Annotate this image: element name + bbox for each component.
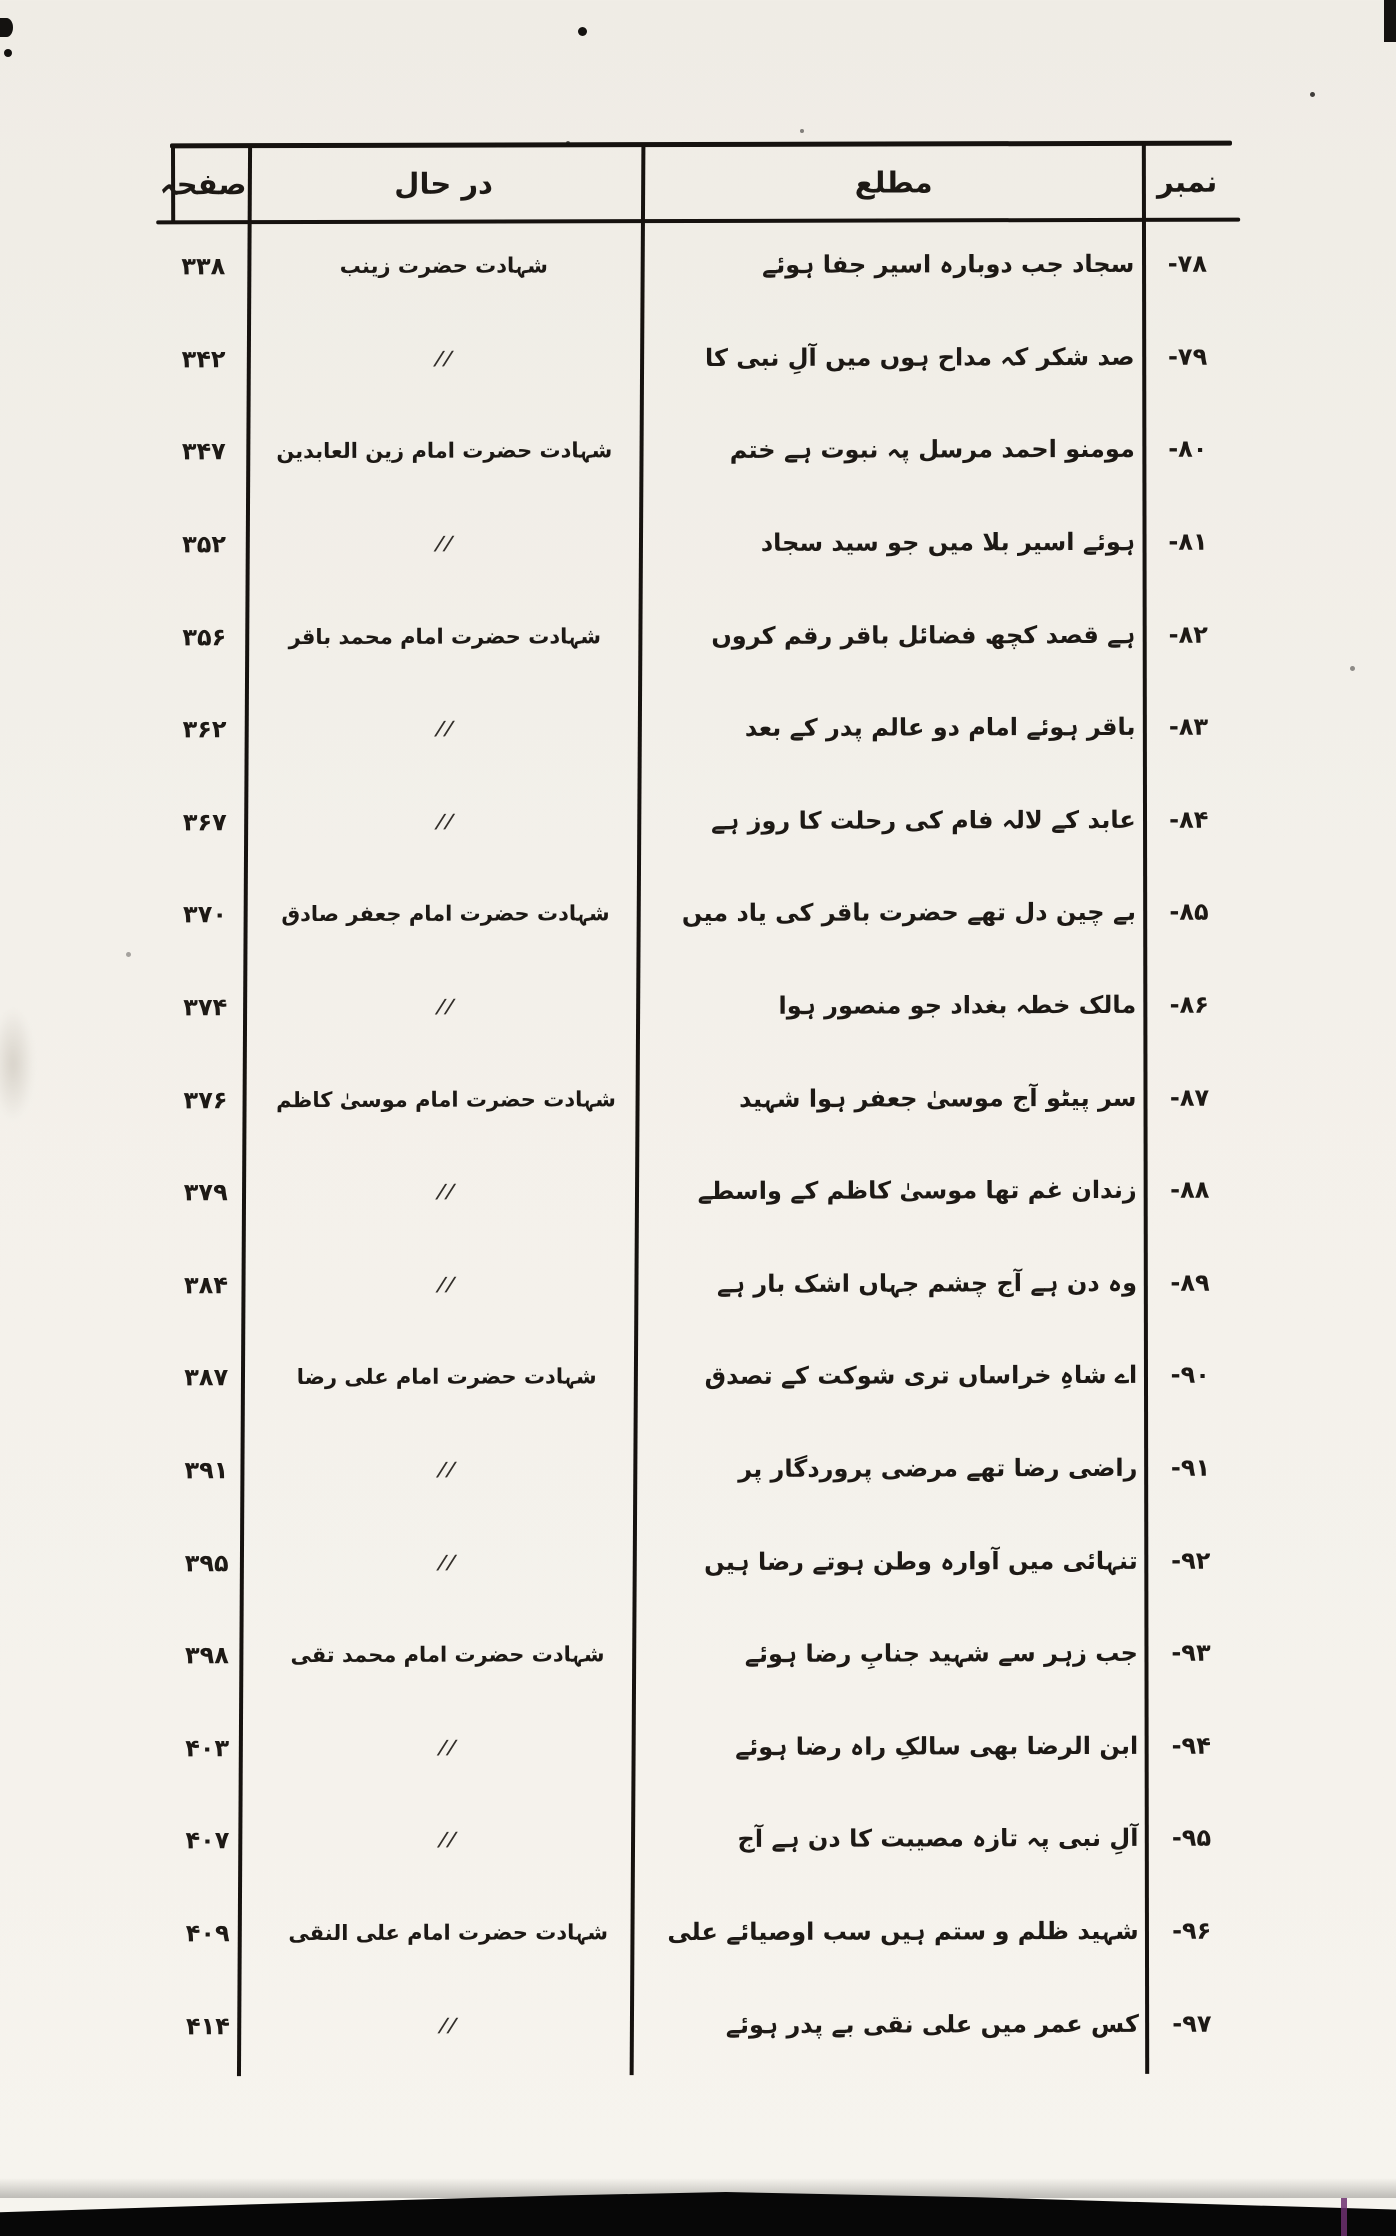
row-page [165,591,243,684]
row-matla-text: سجاد جب دوبارہ اسیر جفا ہوئے [762,250,1135,280]
row-number-text: ۹۳- [1171,1638,1211,1667]
row-ditto-mark [245,1423,648,1517]
row-darhal [242,219,645,313]
row-page-text: ۳۷۰ [183,900,228,929]
row-number [1147,1884,1237,1977]
scan-purple-streak [1341,2198,1347,2236]
row-matla [648,1236,1145,1330]
row-number-text: ۷۸- [1167,249,1207,279]
row-ditto-mark [245,1238,648,1332]
row-ditto-mark [245,1145,648,1239]
row-number-text: ۸۴- [1169,805,1209,834]
row-number-text: ۸۵- [1169,898,1209,927]
row-page-text: ۴۰۹ [185,1919,230,1948]
row-page-text: ۳۵۶ [182,622,227,652]
row-ditto-mark [246,1793,649,1887]
row-matla-text: صد شکر کہ مداح ہوں میں آلِ نبی کا [704,342,1135,372]
scan-speck [126,952,131,957]
row-darhal-text: شہادت حضرت امام علی رضا [296,1364,597,1390]
row-number-text: ۸۳- [1168,712,1209,742]
scan-speck [566,141,570,145]
row-darhal-text: شہادت حضرت امام محمد تقی [290,1642,605,1668]
row-page [167,1424,245,1517]
row-ditto-mark-text: // [435,1829,461,1852]
row-number [1145,1421,1235,1514]
row-page-text: ۳۹۱ [184,1456,229,1485]
row-page-text: ۳۶۲ [182,715,227,744]
row-darhal [246,1608,649,1702]
row-darhal-text: شہادت حضرت امام علی النقی [288,1920,609,1946]
row-ditto-mark-text: // [432,532,458,555]
row-number [1145,1144,1235,1237]
row-page-text: ۳۶۷ [182,808,227,837]
row-matla-text: تنہائی میں آوارہ وطن ہوتے رضا ہیں [704,1546,1138,1576]
row-matla [650,1977,1147,2071]
row-matla [648,1144,1145,1238]
row-matla-text: عابد کے لالہ فام کی رحلت کا روز ہے [711,805,1136,835]
row-darhal [244,867,647,961]
row-page [167,1239,245,1332]
row-page [164,313,242,406]
row-page [167,1331,245,1424]
row-matla-text: مومنو احمد مرسل پہ نبوت ہے ختم [729,435,1135,465]
row-matla [646,588,1143,682]
index-table [159,146,1237,2077]
row-number [1144,866,1234,959]
row-page [168,1702,246,1795]
row-number [1144,773,1234,866]
row-number-text: ۹۲- [1171,1546,1211,1575]
row-matla [645,218,1142,312]
row-matla [648,1422,1145,1516]
row-matla-text: شہید ظلم و ستم ہیں سب اوصیائے علی [667,1916,1139,1947]
scan-speck [1384,0,1396,42]
row-page-text: ۳۵۲ [182,530,227,559]
row-number-text: ۸۹- [1170,1268,1210,1297]
row-matla [649,1699,1146,1793]
scan-speck [0,18,13,37]
row-ditto-mark [243,497,646,591]
row-ditto-mark-text: // [435,1736,461,1759]
header-page: صفحہ [159,167,247,202]
row-page [166,868,244,961]
row-number [1146,1514,1236,1607]
row-darhal-text: شہادت حضرت امام جعفر صادق [281,901,610,927]
row-matla-text: سر پیٹو آج موسیٰ جعفر ہوا شہید [739,1083,1137,1113]
row-page [166,961,244,1054]
row-matla [646,496,1143,590]
row-page [165,405,243,498]
row-matla [649,1792,1146,1886]
row-matla [649,1514,1146,1608]
row-ditto-mark-text: // [433,1180,459,1203]
row-darhal [243,404,646,498]
row-darhal-text: شہادت حضرت امام زین العابدین [276,438,613,464]
row-matla-text: ہے قصد کچھ فضائل باقر رقم کروں [711,620,1136,650]
row-number [1144,958,1234,1051]
row-ditto-mark [246,1701,649,1795]
row-ditto-mark-text: // [433,1273,459,1296]
row-number [1145,1236,1235,1329]
row-number [1147,1977,1237,2070]
row-page-text: ۳۷۹ [183,1178,228,1207]
row-matla-text: ہوئے اسیر بلا میں جو سید سجاد [760,527,1136,557]
row-ditto-mark-text: // [434,1458,460,1481]
row-matla-text: بے چین دل تھے حضرت باقر کی یاد میں [681,898,1137,928]
row-page [165,683,243,776]
row-page [168,1609,246,1702]
row-page-text: ۳۴۷ [181,437,226,466]
row-number-text: ۹۴- [1171,1731,1211,1760]
row-number [1143,403,1233,496]
row-number [1143,681,1233,774]
row-matla-text: زندان غم تھا موسیٰ کاظم کے واسطے [697,1176,1137,1206]
row-page [169,1887,247,1980]
header-matla: مطلع [854,165,933,200]
row-ditto-mark-text: // [434,1551,460,1574]
row-page [166,776,244,869]
row-matla-text: اے شاہِ خراساں تری شوکت کے تصدق [704,1361,1138,1391]
row-matla [647,866,1144,960]
row-matla [645,310,1142,404]
row-darhal [244,1052,647,1146]
index-table-grid [159,146,1237,2077]
row-number [1146,1607,1236,1700]
row-matla-text: باقر ہوئے امام دو عالم پدر کے بعد [744,713,1136,743]
row-ditto-mark-text: // [431,347,457,370]
row-page [165,498,243,591]
row-darhal [245,1330,648,1424]
row-page-text: ۳۸۷ [184,1363,229,1392]
row-matla [647,959,1144,1053]
row-number [1146,1792,1236,1885]
row-matla [647,1051,1144,1145]
row-darhal-text: شہادت حضرت امام محمد باقر [288,623,601,649]
row-ditto-mark [244,775,647,869]
row-number-text: ۸۸- [1170,1175,1210,1205]
row-matla [646,403,1143,497]
scan-smudge [0,1008,34,1120]
row-number-text: ۹۶- [1172,1916,1212,1945]
row-page [168,1794,246,1887]
row-matla [647,773,1144,867]
row-matla-text: کس عمر میں علی نقی بے پدر ہوئے [725,2009,1139,2039]
row-page-text: ۳۷۴ [183,993,228,1022]
scan-speck [800,129,804,133]
row-matla-text: ابن الرضا بھی سالکِ راہ رضا ہوئے [735,1731,1139,1761]
row-ditto-mark-text: // [435,2014,461,2037]
row-number-text: ۸۱- [1168,527,1208,556]
row-darhal-text: شہادت حضرت امام موسیٰ کاظم [276,1086,616,1112]
row-page-text: ۴۱۴ [185,2011,230,2040]
row-number [1142,218,1232,311]
scan-speck [1350,666,1355,671]
row-page-text: ۳۷۶ [183,1085,228,1114]
row-darhal [247,1886,650,1980]
row-matla [650,1885,1147,1979]
row-number-text: ۹۱- [1170,1453,1211,1482]
row-page [166,1054,244,1147]
row-ditto-mark-text: // [433,995,459,1018]
row-number-text: ۹۷- [1172,2009,1212,2038]
row-page-text: ۳۸۴ [183,1271,228,1300]
row-matla-text: وہ دن ہے آج چشم جہاں اشک بار ہے [716,1268,1138,1298]
row-number [1142,310,1232,403]
row-number [1145,1329,1235,1422]
row-matla-text: جب زہر سے شہید جنابِ رضا ہوئے [744,1639,1138,1669]
row-number [1146,1699,1236,1792]
row-page [164,220,242,313]
row-matla [646,681,1143,775]
row-ditto-mark [244,960,647,1054]
row-page-text: ۳۳۸ [181,252,226,281]
row-ditto-mark [243,682,646,776]
row-page-text: ۴۰۷ [185,1826,230,1855]
row-page [169,1979,247,2072]
row-page [168,1517,246,1610]
row-ditto-mark [246,1515,649,1609]
row-number-text: ۹۰- [1170,1361,1210,1390]
header-darhal: در حال [394,166,493,201]
row-number [1144,1051,1234,1144]
row-number-text: ۸۲- [1168,620,1208,649]
row-number [1143,495,1233,588]
row-number-text: ۷۹- [1167,342,1208,371]
row-page-text: ۳۴۲ [181,345,226,374]
row-number-text: ۸۷- [1169,1083,1210,1112]
row-number-text: ۹۵- [1171,1824,1212,1853]
row-ditto-mark-text: // [432,810,458,833]
row-page-text: ۴۰۳ [185,1734,230,1763]
row-number-text: ۸۰- [1168,435,1208,464]
row-matla [649,1607,1146,1701]
row-matla-text: مالک خطہ بغداد جو منصور ہوا [778,990,1137,1020]
row-number [1143,588,1233,681]
row-darhal-text: شہادت حضرت زینب [339,253,548,279]
row-number-text: ۸۶- [1169,990,1209,1019]
row-page-text: ۳۹۵ [184,1548,229,1577]
row-darhal [243,590,646,684]
row-matla-text: آلِ نبی پہ تازہ مصیبت کا دن ہے آج [737,1824,1139,1854]
scan-speck [578,27,587,36]
row-page-text: ۳۹۸ [184,1641,229,1670]
row-page [167,1146,245,1239]
row-ditto-mark [242,312,645,406]
scan-black-band [0,2192,1396,2236]
row-matla [648,1329,1145,1423]
row-ditto-mark-text: // [432,717,458,740]
row-matla-text: راضی رضا تھے مرضی پروردگار پر [738,1453,1138,1483]
scan-speck [4,49,12,57]
row-ditto-mark [247,1978,650,2072]
scan-speck [1310,92,1315,97]
header-number: نمبر [1156,164,1218,199]
